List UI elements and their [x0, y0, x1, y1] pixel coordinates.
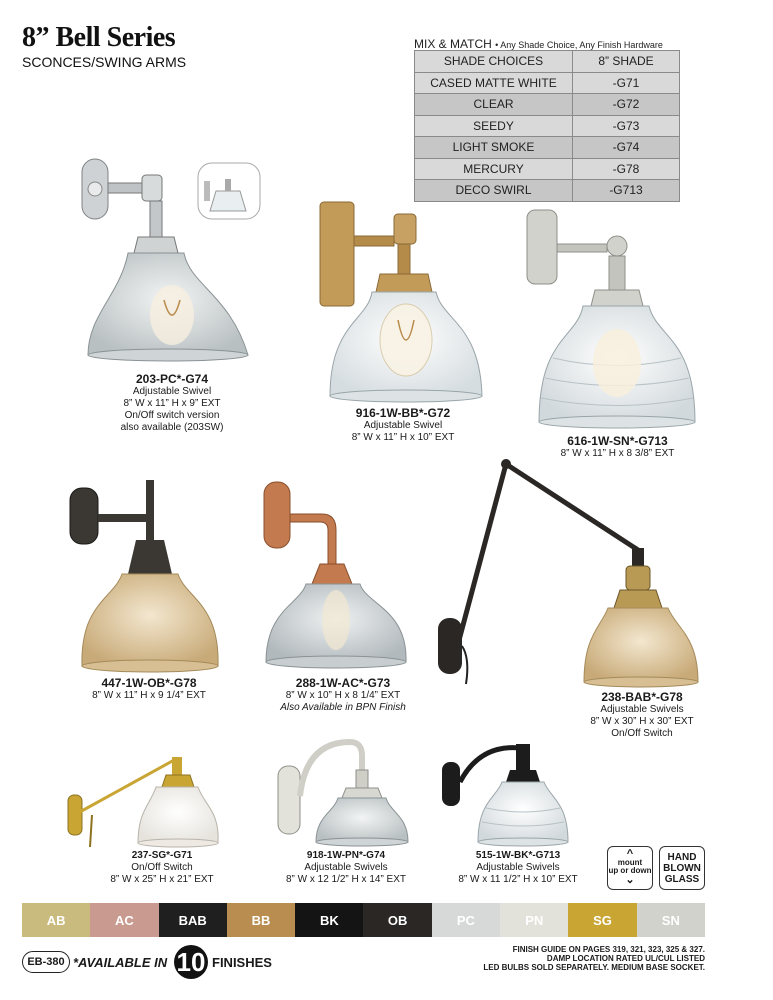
page-subtitle: SCONCES/SWING ARMS — [22, 54, 187, 70]
shade-code: -G71 — [573, 72, 680, 94]
product-image-288 — [262, 480, 412, 670]
chevron-up-icon: ^ — [626, 848, 634, 860]
product-caption-238 — [580, 690, 704, 740]
page-number: EB-380 — [22, 951, 70, 973]
product-caption-916 — [318, 406, 488, 444]
shade-code: -G78 — [573, 158, 680, 180]
finish-swatch: SN — [637, 903, 705, 937]
badge-text: BLOWN — [663, 863, 701, 874]
finish-swatches — [22, 903, 705, 937]
hand-blown-badge — [659, 846, 705, 890]
finish-swatch: BB — [227, 903, 295, 937]
mix-match-title: MIX & MATCH — [414, 37, 492, 51]
finish-swatch: AB — [22, 903, 90, 937]
product-caption-447 — [68, 676, 230, 702]
product-sku: 918-1W-PN*-G74 — [306, 850, 386, 861]
finish-swatch: PN — [500, 903, 568, 937]
shade-name: CLEAR — [415, 94, 573, 116]
table-row — [415, 180, 680, 202]
badge-text: up or down — [608, 866, 652, 875]
product-image-237 — [66, 755, 226, 850]
table-row — [415, 94, 680, 116]
finish-swatch: OB — [363, 903, 431, 937]
product-caption-515 — [452, 850, 584, 886]
footer-note: LED BULBS SOLD SEPARATELY. MEDIUM BASE SOCKET. — [483, 963, 705, 972]
shade-code: -G713 — [573, 180, 680, 202]
badge-text: GLASS — [664, 874, 700, 885]
product-image-238 — [436, 458, 701, 698]
finish-swatch: BAB — [159, 903, 227, 937]
mix-match-note: • Any Shade Choice, Any Finish Hardware — [495, 40, 663, 50]
footer-note: FINISH GUIDE ON PAGES 319, 321, 323, 325 & 327. — [512, 945, 705, 954]
product-image-447 — [68, 478, 223, 676]
product-detail: Adjustable Swivel — [363, 420, 443, 431]
product-detail: 8” W x 12 1/2” H x 14” EXT — [285, 874, 407, 885]
shade-name: LIGHT SMOKE — [415, 137, 573, 159]
product-caption-203 — [92, 372, 252, 434]
product-detail: 8” W x 11” H x 8 3/8” EXT — [560, 448, 675, 459]
product-caption-237 — [96, 850, 228, 886]
shade-code: -G72 — [573, 94, 680, 116]
product-detail: Adjustable Swivel — [132, 386, 212, 397]
product-sku: 447-1W-OB*-G78 — [101, 676, 197, 690]
product-detail: 8” W x 25” H x 21” EXT — [110, 874, 214, 885]
product-sku: 288-1W-AC*-G73 — [295, 676, 391, 690]
mix-match-heading — [414, 37, 663, 51]
product-detail: 8” W x 11 1/2” H x 10” EXT — [458, 874, 578, 885]
product-detail: Adjustable Swivels — [476, 862, 560, 873]
table-header: SHADE CHOICES — [415, 51, 573, 73]
shade-name: CASED MATTE WHITE — [415, 72, 573, 94]
page-title: 8” Bell Series — [22, 22, 176, 53]
product-caption-918 — [276, 850, 416, 886]
product-image-203 — [80, 155, 280, 370]
product-detail: also available (203SW) — [120, 422, 224, 433]
product-sku: 515-1W-BK*-G713 — [475, 850, 561, 861]
table-row — [415, 137, 680, 159]
product-sku: 616-1W-SN*-G713 — [567, 434, 668, 448]
shade-code: -G74 — [573, 137, 680, 159]
shade-name: SEEDY — [415, 115, 573, 137]
product-sku: 238-BAB*-G78 — [601, 690, 683, 704]
product-caption-288 — [262, 676, 424, 714]
chevron-down-icon: ⌄ — [625, 874, 635, 886]
shade-choices-table — [414, 50, 680, 202]
product-image-918 — [276, 736, 411, 848]
finish-swatch: SG — [568, 903, 636, 937]
product-detail-italic: Also Available in BPN Finish — [280, 702, 406, 713]
product-sku: 916-1W-BB*-G72 — [355, 406, 451, 420]
product-detail: 8” W x 30” H x 30” EXT — [590, 716, 694, 727]
product-detail: Adjustable Swivels — [600, 704, 684, 715]
product-image-916 — [318, 200, 488, 405]
table-header: 8” SHADE — [573, 51, 680, 73]
table-header-row — [415, 51, 680, 73]
shade-name: MERCURY — [415, 158, 573, 180]
product-image-515 — [440, 742, 575, 848]
product-detail: 8” W x 11” H x 9 1/4” EXT — [92, 690, 206, 701]
product-detail: On/Off switch version — [124, 410, 220, 421]
table-row — [415, 158, 680, 180]
badge-text: mount — [617, 858, 643, 867]
finish-swatch: PC — [432, 903, 500, 937]
product-sku: 203-PC*-G74 — [135, 372, 209, 386]
finish-swatch: BK — [295, 903, 363, 937]
product-detail: 8” W x 11” H x 10” EXT — [351, 432, 455, 443]
mount-badge — [607, 846, 653, 890]
badge-text: HAND — [667, 852, 697, 863]
finishes-word: FINISHES — [212, 955, 272, 970]
shade-code: -G73 — [573, 115, 680, 137]
available-text: *AVAILABLE IN — [73, 955, 168, 970]
finish-count-badge: 10 — [174, 945, 208, 979]
product-detail: On/Off Switch — [611, 728, 673, 739]
product-caption-616 — [525, 434, 710, 460]
product-detail: 8” W x 10” H x 8 1/4” EXT — [285, 690, 401, 701]
table-row — [415, 72, 680, 94]
product-detail: 8” W x 11” H x 9” EXT — [123, 398, 221, 409]
product-image-616 — [525, 208, 700, 433]
product-detail: On/Off Switch — [131, 862, 193, 873]
shade-name: DECO SWIRL — [415, 180, 573, 202]
finish-swatch: AC — [90, 903, 158, 937]
table-row — [415, 115, 680, 137]
product-detail: Adjustable Swivels — [304, 862, 388, 873]
footer-note: DAMP LOCATION RATED UL/CUL LISTED — [546, 954, 705, 963]
product-sku: 237-SG*-G71 — [131, 850, 193, 861]
